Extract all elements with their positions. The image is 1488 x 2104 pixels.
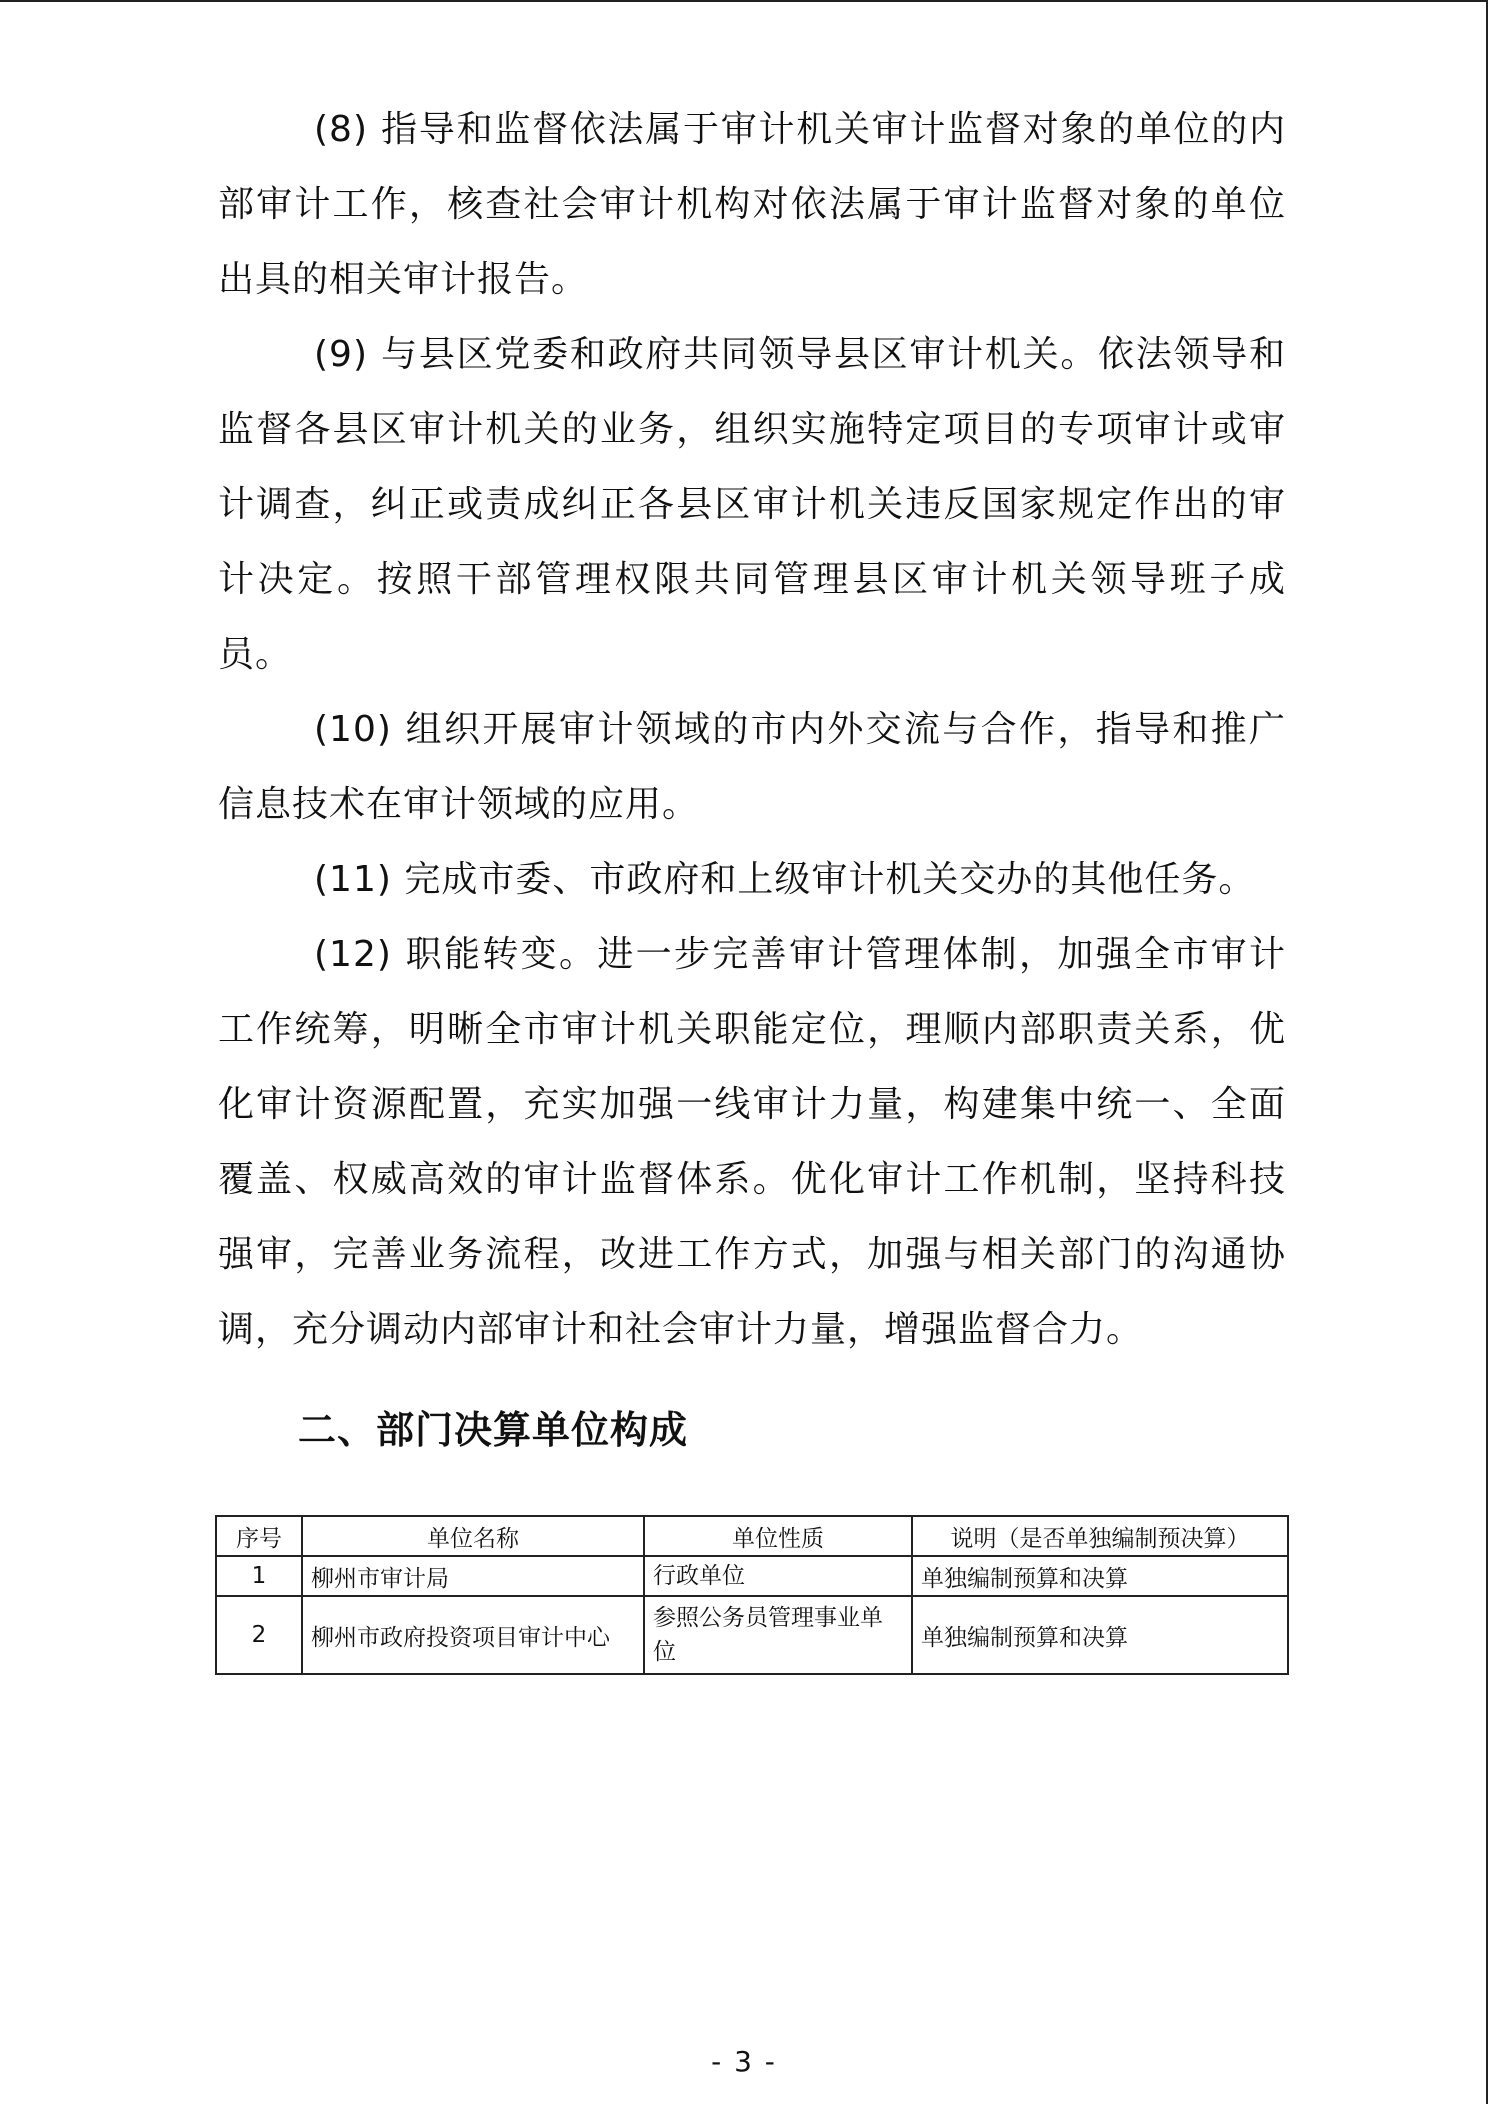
paragraph-item-8: (8) 指导和监督依法属于审计机关审计监督对象的单位的内部审计工作，核查社会审计机构对依法属于审计监督对象的单位出具的相关审计报告。 — [218, 109, 1286, 300]
column-header-note: 说明（是否单独编制预决算） — [912, 1516, 1288, 1556]
paragraph-item-10: (10) 组织开展审计领域的市内外交流与合作，指导和推广信息技术在审计领域的应用。 — [218, 709, 1286, 825]
table-row — [216, 1596, 1288, 1674]
cell-unit-name: 柳州市审计局 — [302, 1556, 644, 1596]
cell-unit-type: 行政单位 — [644, 1556, 912, 1596]
page-number: - 3 - — [711, 2045, 777, 2078]
section-heading: 二、部门决算单位构成 — [298, 1408, 689, 1452]
paragraph-item-9: (9) 与县区党委和政府共同领导县区审计机关。依法领导和监督各县区审计机关的业务，组织实施特定项目的专项审计或审计调查，纠正或责成纠正各县区审计机关违反国家规定作出的审计决定。按照干部管理权限共同管理县区审计机关领导班子成员。 — [218, 334, 1286, 675]
table-header-row — [216, 1516, 1288, 1556]
column-header-unit-name: 单位名称 — [302, 1516, 644, 1556]
cell-index: 1 — [216, 1556, 302, 1596]
cell-note: 单独编制预算和决算 — [912, 1556, 1288, 1596]
column-header-index: 序号 — [216, 1516, 302, 1556]
paragraph-item-12: (12) 职能转变。进一步完善审计管理体制，加强全市审计工作统筹，明晰全市审计机关职能定位，理顺内部职责关系，优化审计资源配置，充实加强一线审计力量，构建集中统一、全面覆盖、权威高效的审计监督体系。优化审计工作机制，坚持科技强审，完善业务流程，改进工作方式，加强与相关部门的沟通协调，充分调动内部审计和社会审计力量，增强监督合力。 — [218, 934, 1286, 1350]
unit-composition-table — [215, 1515, 1289, 1675]
paragraph-item-11: (11) 完成市委、市政府和上级审计机关交办的其他任务。 — [314, 859, 1256, 900]
cell-note: 单独编制预算和决算 — [912, 1596, 1288, 1674]
document-body — [218, 92, 1286, 1465]
page-top-border — [0, 0, 1488, 2]
column-header-unit-type: 单位性质 — [644, 1516, 912, 1556]
cell-index: 2 — [216, 1596, 302, 1674]
table-row — [216, 1556, 1288, 1596]
cell-unit-name: 柳州市政府投资项目审计中心 — [302, 1596, 644, 1674]
cell-unit-type: 参照公务员管理事业单位 — [644, 1596, 912, 1674]
